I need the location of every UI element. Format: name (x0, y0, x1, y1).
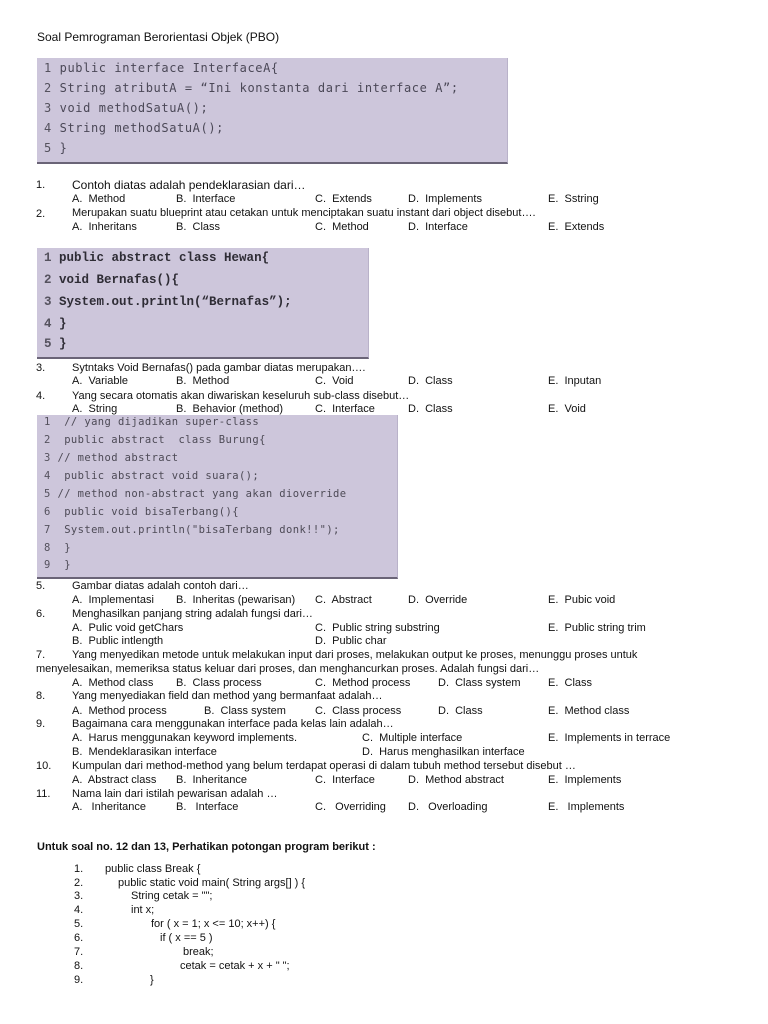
option: D. Class (438, 705, 483, 717)
program-line: int x; (131, 904, 155, 916)
option: B. Class system (204, 705, 286, 717)
option: D. Method abstract (408, 774, 504, 786)
code-line: 1 // yang dijadikan super-class (44, 416, 260, 428)
option: A. Inheritans (72, 221, 137, 233)
option: D. Class (408, 403, 453, 415)
option: E. Pubic void (548, 594, 616, 606)
option: A. Method process (72, 705, 167, 717)
code-line: 1 public interface InterfaceA{ (44, 61, 279, 75)
code-line: 3 System.out.println(“Bernafas”); (44, 295, 292, 309)
code-line: 3 // method abstract (44, 452, 179, 464)
code-snippet-interface (37, 58, 508, 164)
option: E. Void (548, 403, 586, 415)
program-line-number: 7. (74, 946, 84, 958)
question-text: Gambar diatas adalah contoh dari… (72, 580, 249, 592)
option: D. Implements (408, 193, 482, 205)
question-text: Yang secara otomatis akan diwariskan keseluruh sub-class disebut… (72, 390, 410, 402)
section-heading: Untuk soal no. 12 dan 13, Perhatikan potongan program berikut : (37, 841, 376, 853)
option: E. Inputan (548, 375, 602, 387)
question-text: Kumpulan dari method-method yang belum terdapat operasi di dalam tubuh method tersebut disebut … (72, 760, 576, 772)
code-line: 5 } (44, 141, 68, 155)
option: B. Mendeklarasikan interface (72, 746, 217, 758)
code-line: 8 } (44, 542, 71, 554)
question-number: 7. (36, 649, 46, 661)
question-text: Contoh diatas adalah pendeklarasian dari… (72, 178, 306, 192)
program-line: if ( x == 5 ) (160, 932, 213, 944)
option: E. Method class (548, 705, 630, 717)
question-text: Yang menyedikan metode untuk melakukan input dari proses, melakukan output ke proses, menunggu proses untuk (72, 649, 638, 661)
program-line-number: 5. (74, 918, 84, 930)
option: C. Void (315, 375, 354, 387)
option: B. Inheritas (pewarisan) (176, 594, 296, 606)
program-line: public static void main( String args[] ) { (118, 877, 306, 889)
program-line-number: 3. (74, 890, 84, 902)
code-line: 9 } (44, 559, 71, 571)
option: E. Implements (548, 774, 622, 786)
program-line: String cetak = ""; (131, 890, 213, 902)
option: C. Interface (315, 403, 375, 415)
option: A. Variable (72, 375, 129, 387)
code-line: 3 void methodSatuA(); (44, 101, 209, 115)
question-text: Sytntaks Void Bernafas() pada gambar diatas merupakan…. (72, 362, 366, 374)
question-number: 3. (36, 362, 46, 374)
question-number: 1. (36, 179, 46, 191)
option: C. Public string substring (315, 622, 440, 634)
option: C. Method (315, 221, 369, 233)
code-line: 6 public void bisaTerbang(){ (44, 506, 239, 518)
program-line-number: 6. (74, 932, 84, 944)
question-number: 2. (36, 208, 46, 220)
program-line: cetak = cetak + x + " "; (180, 960, 290, 972)
option: C. Method process (315, 677, 411, 689)
option: E. Public string trim (548, 622, 646, 634)
question-number: 4. (36, 390, 46, 402)
option: D. Interface (408, 221, 468, 233)
question-text: Yang menyediakan field dan method yang bermanfaat adalah… (72, 690, 383, 702)
code-line: 1 public abstract class Hewan{ (44, 251, 270, 265)
question-number: 5. (36, 580, 46, 592)
question-number: 11. (36, 788, 51, 800)
option: A. Inheritance (72, 801, 146, 813)
option: B. Behavior (method) (176, 403, 283, 415)
option: A. Method class (72, 677, 154, 689)
code-line: 5 } (44, 337, 67, 351)
code-snippet-burung (37, 415, 398, 579)
option: D. Overloading (408, 801, 488, 813)
option: A. String (72, 403, 118, 415)
program-line: public class Break { (105, 863, 201, 875)
option: C. Class process (315, 705, 402, 717)
option: A. Method (72, 193, 126, 205)
code-line: 2 public abstract class Burung{ (44, 434, 266, 446)
code-line: 7 System.out.println("bisaTerbang donk!!"); (44, 524, 340, 536)
question-number: 6. (36, 608, 46, 620)
question-number: 9. (36, 718, 46, 730)
option: B. Method (176, 375, 230, 387)
question-text: Bagaimana cara menggunakan interface pada kelas lain adalah… (72, 718, 394, 730)
option: D. Class system (438, 677, 521, 689)
option: D. Public char (315, 635, 387, 647)
program-line-number: 1. (74, 863, 84, 875)
program-line: break; (183, 946, 214, 958)
option: A. Pulic void getChars (72, 622, 184, 634)
question-text: Nama lain dari istilah pewarisan adalah … (72, 788, 278, 800)
option: B. Interface (176, 801, 239, 813)
option: E. Extends (548, 221, 605, 233)
question-text: Menghasilkan panjang string adalah fungsi dari… (72, 608, 313, 620)
program-line-number: 4. (74, 904, 84, 916)
code-line: 4 } (44, 317, 67, 331)
option: C. Abstract (315, 594, 372, 606)
option: D. Harus menghasilkan interface (362, 746, 525, 758)
option: B. Class process (176, 677, 262, 689)
question-number: 10. (36, 760, 52, 772)
option: C. Multiple interface (362, 732, 463, 744)
option: B. Interface (176, 193, 236, 205)
code-line: 4 public abstract void suara(); (44, 470, 260, 482)
option: A. Implementasi (72, 594, 154, 606)
option: E. Implements (548, 801, 625, 813)
question-number: 8. (36, 690, 46, 702)
option: B. Inheritance (176, 774, 247, 786)
option: B. Class (176, 221, 221, 233)
question-text: Merupakan suatu blueprint atau cetakan untuk menciptakan suatu instant dari object disebut…. (72, 207, 536, 219)
option: E. Implements in terrace (548, 732, 671, 744)
program-line-number: 2. (74, 877, 84, 889)
question-text-continued: menyelesaikan, memeriksa status keluar dari proses, dan menghancurkan proses. Adalah fungsi dari… (36, 663, 540, 675)
program-line: } (150, 974, 154, 986)
program-line: for ( x = 1; x <= 10; x++) { (151, 918, 276, 930)
option: A. Abstract class (72, 774, 157, 786)
program-line-number: 8. (74, 960, 84, 972)
program-line-number: 9. (74, 974, 84, 986)
code-line: 4 String methodSatuA(); (44, 121, 224, 135)
option: D. Class (408, 375, 453, 387)
code-line: 5 // method non-abstract yang akan dioverride (44, 488, 347, 500)
option: E. Sstring (548, 193, 599, 205)
option: D. Override (408, 594, 468, 606)
option: B. Public intlength (72, 635, 164, 647)
code-line: 2 String atributA = “Ini konstanta dari interface A”; (44, 81, 459, 95)
option: C. Extends (315, 193, 372, 205)
option: C. Interface (315, 774, 375, 786)
code-snippet-abstract-class (37, 248, 369, 359)
option: C. Overriding (315, 801, 386, 813)
option: A. Harus menggunakan keyword implements. (72, 732, 297, 744)
code-line: 2 void Bernafas(){ (44, 273, 180, 287)
option: E. Class (548, 677, 593, 689)
document-title: Soal Pemrograman Berorientasi Objek (PBO) (37, 30, 280, 44)
